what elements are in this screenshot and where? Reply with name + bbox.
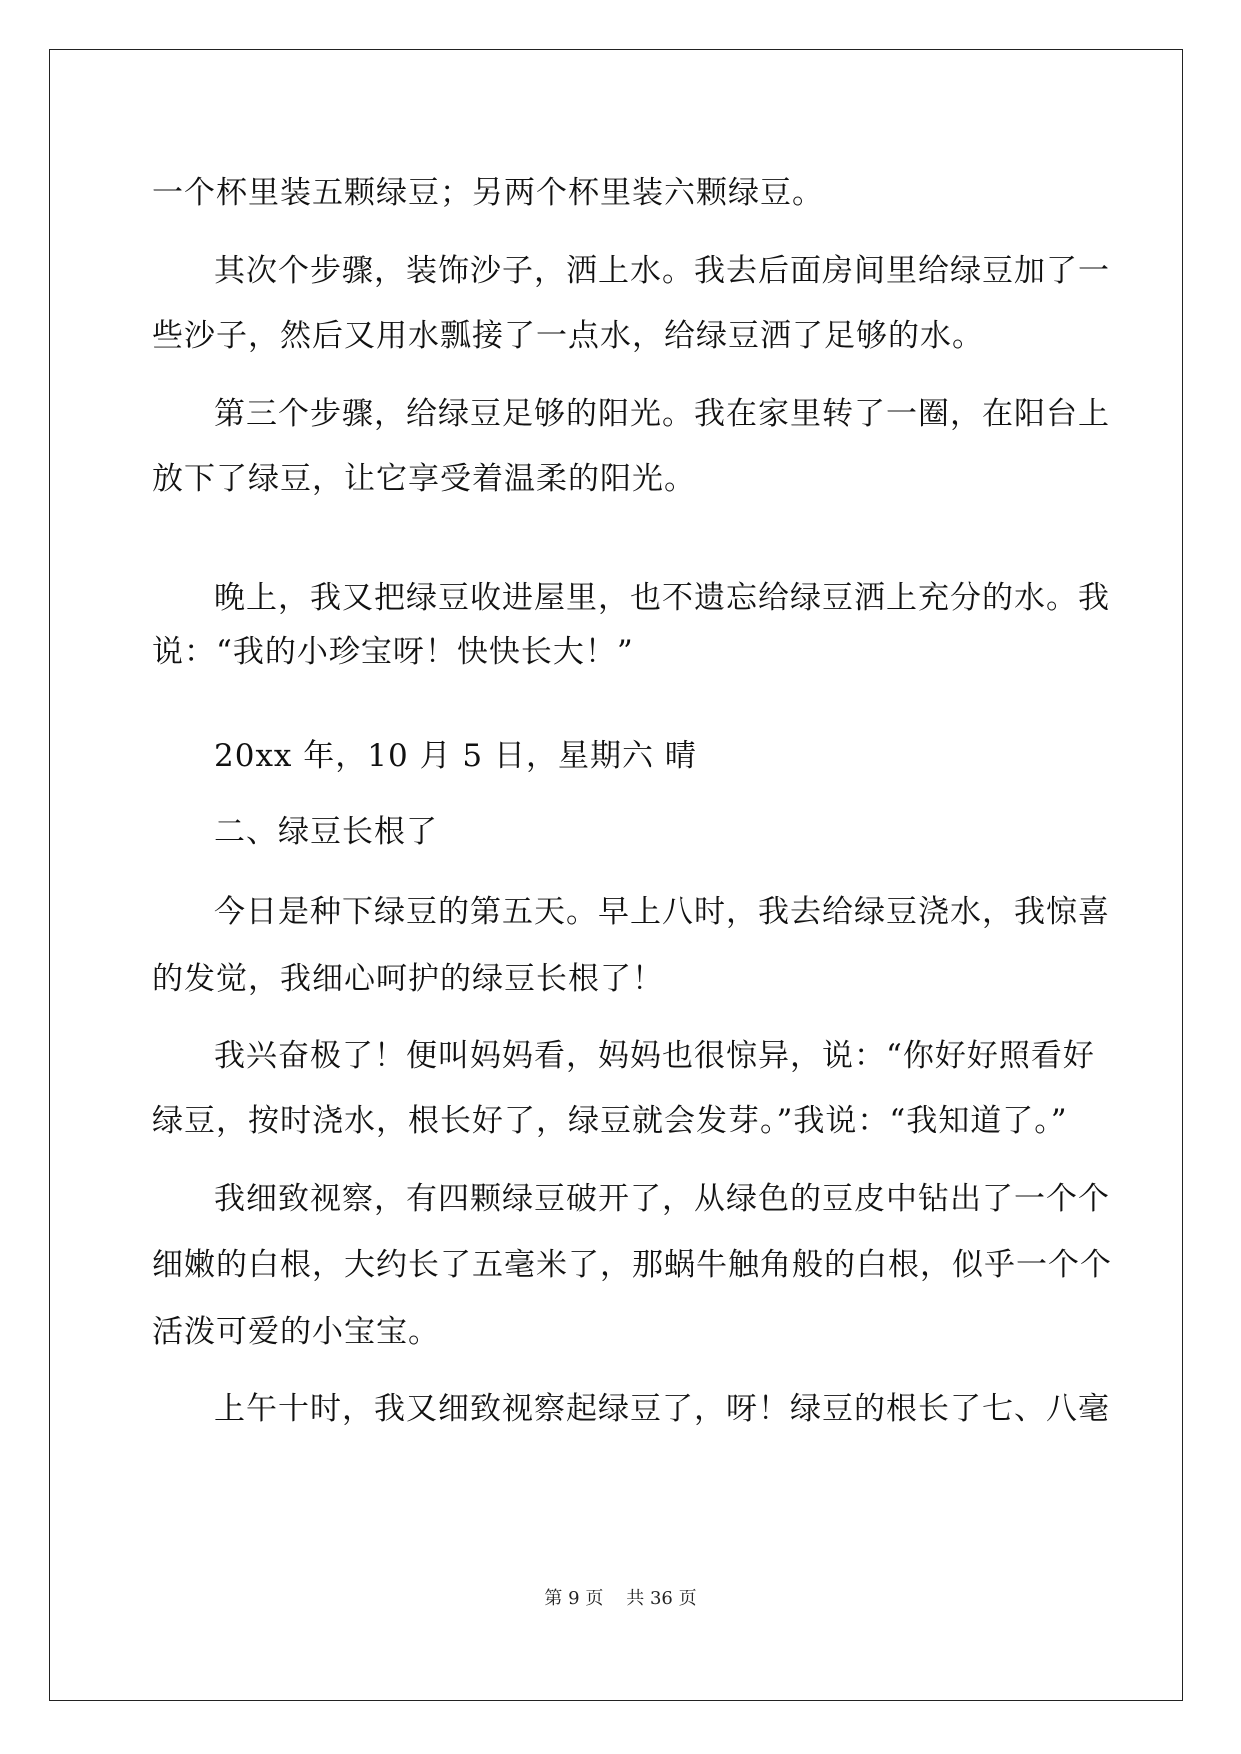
- page-total: 共 36 页: [626, 1588, 697, 1609]
- paragraph-line: 我兴奋极了！便叫妈妈看，妈妈也很惊异，说：“你好好照看好: [214, 1038, 1095, 1074]
- paragraph-line: 其次个步骤，装饰沙子，洒上水。我去后面房间里给绿豆加了一: [214, 253, 1110, 289]
- section-heading: 二、绿豆长根了: [214, 814, 438, 850]
- text-line: 的发觉，我细心呵护的绿豆长根了！: [152, 961, 664, 997]
- text-line: 绿豆，按时浇水，根长好了，绿豆就会发芽。”我说：“我知道了。”: [152, 1103, 1068, 1139]
- text-line: 说：“我的小珍宝呀！快快长大！”: [152, 634, 634, 670]
- page-border: [49, 49, 1183, 1701]
- paragraph-line: 今日是种下绿豆的第五天。早上八时，我去给绿豆浇水，我惊喜: [214, 894, 1110, 930]
- paragraph-line: 晚上，我又把绿豆收进屋里，也不遗忘给绿豆洒上充分的水。我: [214, 580, 1110, 616]
- paragraph-line: 上午十时，我又细致视察起绿豆了，呀！绿豆的根长了七、八毫: [214, 1391, 1110, 1427]
- page-footer: [0, 1587, 1241, 1611]
- text-line: 些沙子，然后又用水瓢接了一点水，给绿豆洒了足够的水。: [152, 318, 984, 354]
- text-line: 细嫩的白根，大约长了五毫米了，那蜗牛触角般的白根，似乎一个个: [152, 1247, 1112, 1283]
- text-line: 一个杯里装五颗绿豆；另两个杯里装六颗绿豆。: [152, 175, 824, 211]
- paragraph-line: 我细致视察，有四颗绿豆破开了，从绿色的豆皮中钻出了一个个: [214, 1181, 1110, 1217]
- page-number: 第 9 页: [544, 1588, 604, 1609]
- text-line: 活泼可爱的小宝宝。: [152, 1314, 440, 1350]
- text-line: 放下了绿豆，让它享受着温柔的阳光。: [152, 461, 696, 497]
- date-line: 20xx 年，10 月 5 日，星期六 晴: [214, 738, 697, 774]
- paragraph-line: 第三个步骤，给绿豆足够的阳光。我在家里转了一圈，在阳台上: [214, 396, 1110, 432]
